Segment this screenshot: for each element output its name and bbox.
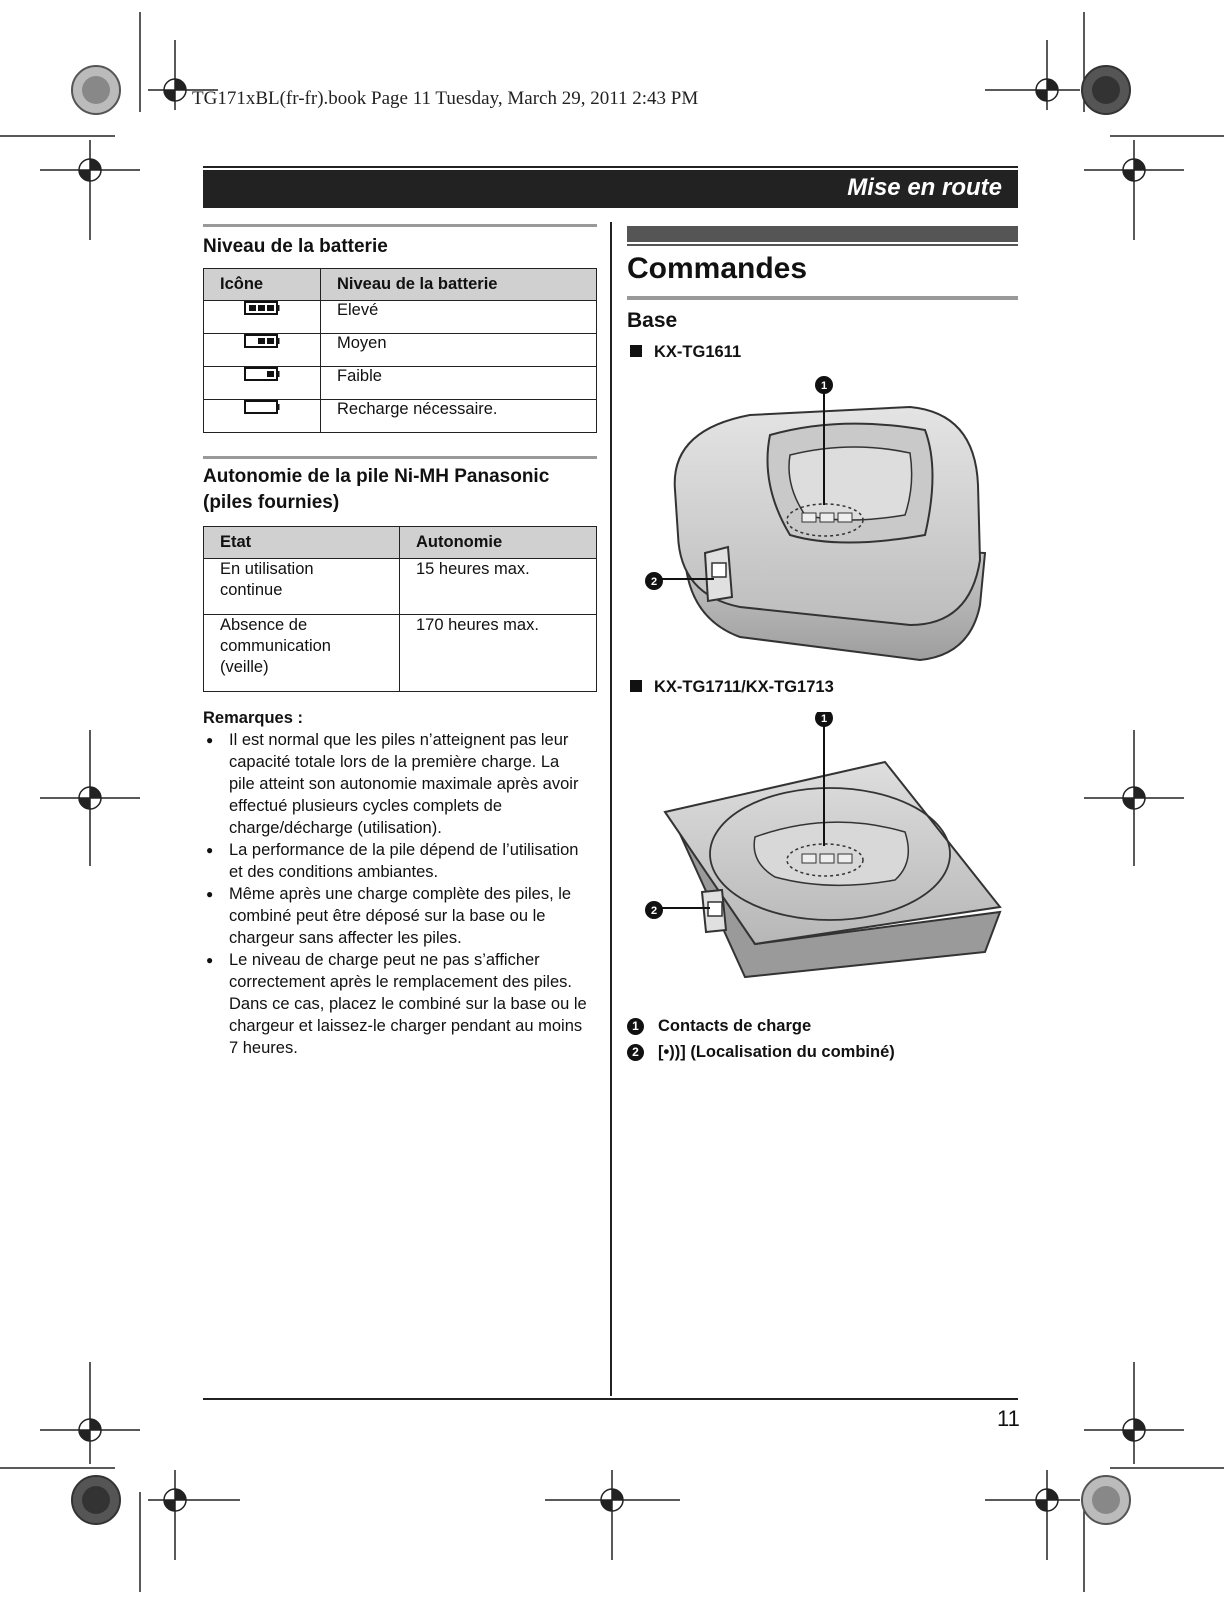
note-line: chargeur sans affecter les piles. <box>229 929 462 947</box>
callout-legend <box>627 1013 895 1065</box>
callout-number: 1 <box>627 1018 644 1035</box>
callout-number: 1 <box>820 380 828 392</box>
table-row <box>204 301 597 334</box>
callout-text: Contacts de charge <box>658 1017 812 1035</box>
battery-icon-cell <box>204 334 321 367</box>
note-line: correctement après le remplacement des piles. <box>229 973 572 991</box>
square-bullet-icon <box>630 680 642 692</box>
subtitle: Base <box>627 309 678 332</box>
page-title: Commandes <box>627 252 808 285</box>
note-line: Dans ce cas, placez le combiné sur la base ou le <box>229 995 587 1013</box>
battery-level-table <box>203 268 597 433</box>
section-rule <box>203 224 597 227</box>
square-bullet-icon <box>630 345 642 357</box>
notes-list <box>203 729 603 1059</box>
battery-full-icon <box>244 301 280 315</box>
callout-number: 2 <box>627 1044 644 1061</box>
battery-empty-icon <box>244 400 280 414</box>
battery-life-heading-line: Autonomie de la pile Ni-MH Panasonic <box>203 466 550 487</box>
column-header: Etat <box>204 527 400 559</box>
state-cell <box>204 559 400 615</box>
heading-bar <box>627 244 1018 246</box>
duration-cell: 170 heures max. <box>400 615 597 692</box>
note-line: ● Il est normal que les piles n’atteignent pas leur <box>229 731 569 749</box>
note-line: capacité totale lors de la première charge. La <box>229 753 560 771</box>
table-row <box>204 367 597 400</box>
column-divider <box>610 222 612 1396</box>
note-line: effectué plusieurs cycles complets de <box>229 797 502 815</box>
state-line: En utilisation <box>220 560 314 578</box>
battery-life-heading-line: (piles fournies) <box>203 492 340 513</box>
note-line: et des conditions ambiantes. <box>229 863 439 881</box>
callout-number: 2 <box>650 905 658 917</box>
heading-bar <box>627 226 1018 242</box>
battery-level-value: Elevé <box>321 301 597 334</box>
print-header: TG171xBL(fr-fr).book Page 11 Tuesday, March 29, 2011 2:43 PM <box>192 88 699 109</box>
list-item <box>203 729 603 839</box>
note-line: ● Même après une charge complète des piles, le <box>229 885 572 903</box>
column-header: Autonomie <box>400 527 597 559</box>
banner-top-rule <box>203 166 1018 168</box>
state-line: Absence de <box>220 616 308 634</box>
notes-title: Remarques : <box>203 709 303 727</box>
section-rule <box>203 456 597 459</box>
callout-item <box>627 1013 895 1039</box>
table-row <box>204 334 597 367</box>
model-label <box>630 343 741 362</box>
battery-level-value: Recharge nécessaire. <box>321 400 597 433</box>
callout-text: [•))] (Localisation du combiné) <box>658 1043 895 1061</box>
column-header: Icône <box>204 269 321 301</box>
battery-low-icon <box>244 367 280 381</box>
list-item <box>203 949 603 1059</box>
table-row <box>204 559 597 615</box>
section-banner <box>203 170 1018 208</box>
column-header: Niveau de la batterie <box>321 269 597 301</box>
model-name: KX-TG1711/KX-TG1713 <box>654 678 834 696</box>
battery-level-value: Moyen <box>321 334 597 367</box>
battery-icon-cell <box>204 400 321 433</box>
callout-item <box>627 1039 895 1065</box>
base-unit-illustration <box>640 375 990 675</box>
table-header-row <box>204 527 597 559</box>
table-row <box>204 615 597 692</box>
battery-level-value: Faible <box>321 367 597 400</box>
state-line: continue <box>220 581 283 599</box>
note-line: ● Le niveau de charge peut ne pas s’afficher <box>229 951 540 969</box>
duration-cell: 15 heures max. <box>400 559 597 615</box>
callout-number: 2 <box>650 576 658 588</box>
battery-life-table <box>203 526 597 692</box>
base-unit-illustration <box>640 712 1020 1002</box>
battery-level-heading: Niveau de la batterie <box>203 236 388 257</box>
note-line: pile atteint son autonomie maximale après avoir <box>229 775 579 793</box>
state-line: communication <box>220 637 331 655</box>
table-header-row <box>204 269 597 301</box>
state-line: (veille) <box>220 658 269 676</box>
battery-icon-cell <box>204 367 321 400</box>
callout-number: 1 <box>820 713 828 725</box>
note-line: ● La performance de la pile dépend de l’utilisation <box>229 841 579 859</box>
list-item <box>203 883 603 949</box>
table-row <box>204 400 597 433</box>
model-name: KX-TG1611 <box>654 343 742 361</box>
note-line: charge/décharge (utilisation). <box>229 819 442 837</box>
note-line: combiné peut être déposé sur la base ou le <box>229 907 546 925</box>
banner-title: Mise en route <box>847 174 1002 201</box>
note-line: chargeur et laissez-le charger pendant au moins <box>229 1017 583 1035</box>
heading-underline <box>627 296 1018 300</box>
page-number: 11 <box>997 1406 1020 1431</box>
battery-medium-icon <box>244 334 280 348</box>
model-label <box>630 678 834 697</box>
footer-rule <box>203 1398 1018 1400</box>
note-line: 7 heures. <box>229 1039 298 1057</box>
battery-icon-cell <box>204 301 321 334</box>
state-cell <box>204 615 400 692</box>
battery-life-heading <box>203 464 549 516</box>
list-item <box>203 839 603 883</box>
